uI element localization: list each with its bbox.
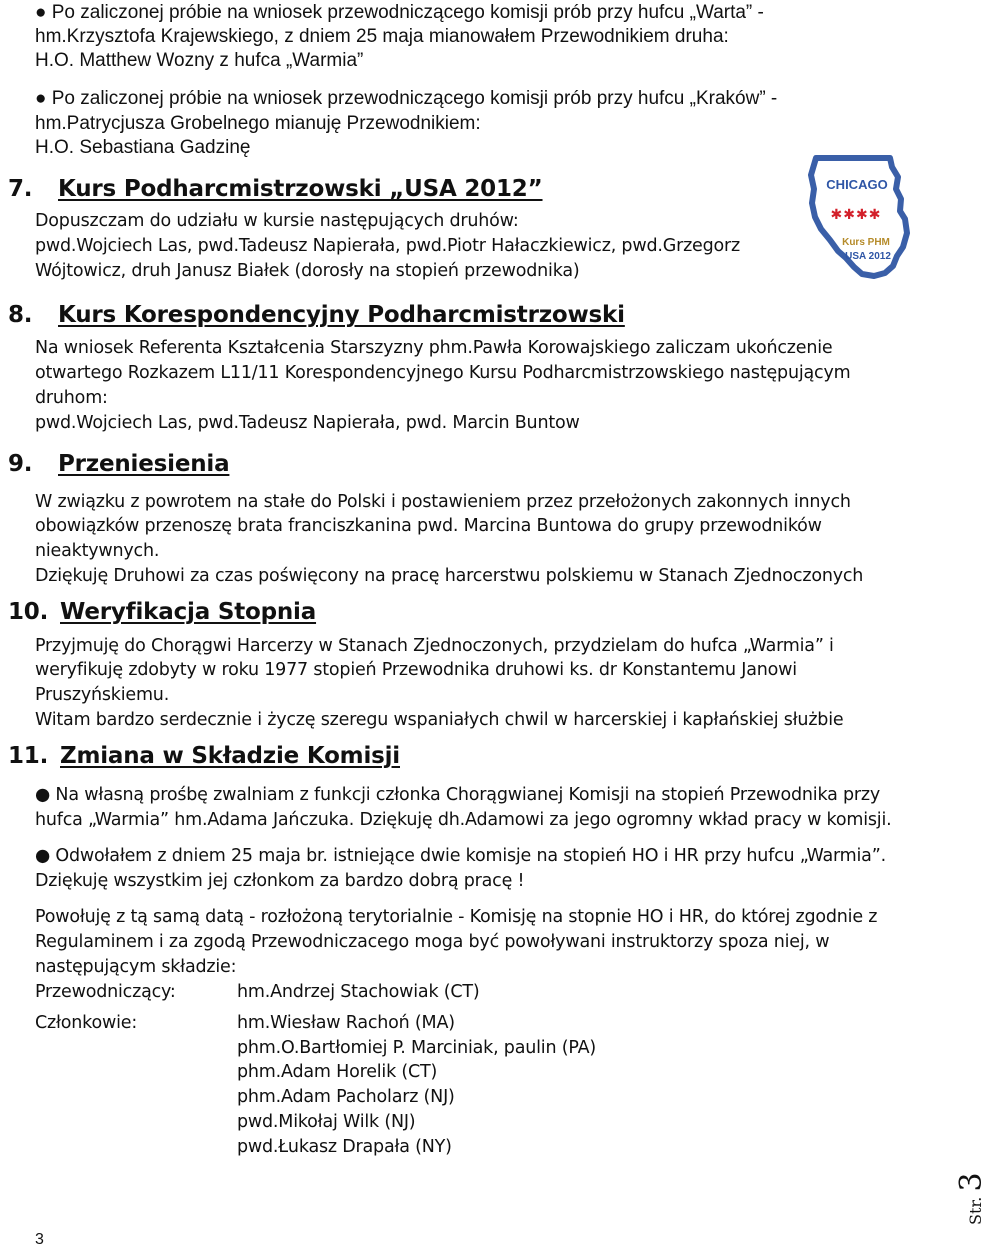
s11-bullet1-line2: hufca „Warmia” hm.Adama Jańczuka. Dziękuję dh.Adamowi za jego ogromny wkład pracy w komisji.	[35, 810, 892, 830]
section-title: Kurs Podharcmistrzowski „USA 2012”	[58, 176, 543, 202]
s8-line2: otwartego Rozkazem L11/11 Korespondencyjnego Kursu Podharcmistrzowskiego następującym	[35, 363, 851, 383]
member-item: pwd.Mikołaj Wilk (NJ)	[237, 1112, 416, 1132]
section-9-heading	[8, 451, 229, 477]
badge-top-text: CHICAGO	[826, 177, 888, 192]
s9-line1: W związku z powrotem na stałe do Polski i postawieniem przez przełożonych zakonnych innych	[35, 492, 851, 512]
chair-label: Przewodniczący:	[35, 982, 176, 1002]
page-number: 3	[35, 1231, 44, 1248]
member-item: phm.O.Bartłomiej P. Marciniak, paulin (PA)	[237, 1038, 596, 1058]
s7-line1: Dopuszczam do udziału w kursie następujących druhów:	[35, 211, 519, 231]
section-number: 7.	[8, 176, 33, 202]
s9-line4: Dziękuję Druhowi za czas poświęcony na pracę harcerstwu polskiemu w Stanach Zjednoczonych	[35, 566, 864, 586]
s10-line1: Przyjmuję do Chorągwi Harcerzy w Stanach Zjednoczonych, przydzielam do hufca „Warmia” i	[35, 636, 834, 656]
s11-para-line3: następującym składzie:	[35, 957, 237, 977]
section-title: Weryfikacja Stopnia	[60, 599, 317, 625]
section-title: Przeniesienia	[58, 451, 230, 477]
badge-stars: ✱✱✱✱	[830, 207, 882, 223]
str-label-number: 3	[954, 1172, 989, 1192]
section-7-heading	[8, 176, 543, 202]
chair-name: hm.Andrzej Stachowiak (CT)	[237, 982, 480, 1002]
s8-line4: pwd.Wojciech Las, pwd.Tadeusz Napierała, pwd. Marcin Buntow	[35, 413, 580, 433]
section-number: 8.	[8, 302, 33, 328]
section-11-heading	[8, 743, 400, 769]
badge-year-text: USA 2012	[845, 251, 891, 262]
s10-line2: weryfikuję zdobyty w roku 1977 stopień Przewodnika druhowi ks. dr Konstantemu Janowi	[35, 660, 797, 680]
intro-p1-line3: H.O. Matthew Wozny z hufca „Warmia”	[35, 50, 364, 71]
s11-bullet1-line1: ● Na własną prośbę zwalniam z funkcji członka Chorągwianej Komisji na stopień Przewodnika przy	[35, 785, 881, 805]
intro-p2-line2: hm.Patrycjusza Grobelnego mianuję Przewodnikiem:	[35, 113, 481, 134]
member-item: phm.Adam Pacholarz (NJ)	[237, 1087, 455, 1107]
member-item: hm.Wiesław Rachoń (MA)	[237, 1013, 455, 1033]
course-badge-logo	[808, 155, 912, 277]
page-label-rotated	[928, 1155, 989, 1225]
badge-course-text: Kurs PHM	[842, 237, 890, 248]
s11-bullet2-line1: ● Odwołałem z dniem 25 maja br. istniejące dwie komisje na stopień HO i HR przy hufcu „Warmia”.	[35, 846, 886, 866]
s8-line1: Na wniosek Referenta Kształcenia Starszyzny phm.Pawła Korowajskiego zaliczam ukończenie	[35, 338, 833, 358]
s10-line4: Witam bardzo serdecznie i życzę szeregu wspaniałych chwil w harcerskiej i kapłańskiej służbie	[35, 710, 844, 730]
section-number: 11.	[8, 743, 49, 769]
section-8-heading	[8, 302, 625, 328]
s7-line2: pwd.Wojciech Las, pwd.Tadeusz Napierała, pwd.Piotr Hałaczkiewicz, pwd.Grzegorz	[35, 236, 741, 256]
s9-line2: obowiązków przenoszę brata franciszkanina pwd. Marcina Buntowa do grupy przewodników	[35, 516, 822, 536]
intro-p2-line3: H.O. Sebastiana Gadzinę	[35, 137, 251, 158]
s9-line3: nieaktywnych.	[35, 541, 160, 561]
str-label-text: Str.	[966, 1196, 985, 1225]
s7-line3: Wójtowicz, druh Janusz Białek (dorosły na stopień przewodnika)	[35, 261, 580, 281]
intro-p2-line1: ● Po zaliczonej próbie na wniosek przewodniczącego komisji prób przy hufcu „Kraków” -	[35, 88, 778, 109]
section-number: 10.	[8, 599, 49, 625]
section-title: Zmiana w Składzie Komisji	[60, 743, 400, 769]
member-item: pwd.Łukasz Drapała (NY)	[237, 1137, 452, 1157]
intro-p1-line2: hm.Krzysztofa Krajewskiego, z dniem 25 maja mianowałem Przewodnikiem druha:	[35, 26, 729, 47]
members-label: Członkowie:	[35, 1013, 138, 1033]
s11-para-line1: Powołuję z tą samą datą - rozłożoną terytorialnie - Komisję na stopnie HO i HR, do której zgodnie z	[35, 907, 878, 927]
s11-para-line2: Regulaminem i za zgodą Przewodniczacego moga być powoływani instruktorzy spoza niej, w	[35, 932, 830, 952]
intro-p1-line1: ● Po zaliczonej próbie na wniosek przewodniczącego komisji prób przy hufcu „Warta” -	[35, 2, 764, 23]
s11-bullet2-line2: Dziękuję wszystkim jej członkom za bardzo dobrą pracę !	[35, 871, 525, 891]
s8-line3: druhom:	[35, 388, 108, 408]
member-item: phm.Adam Horelik (CT)	[237, 1062, 438, 1082]
s10-line3: Pruszyńskiemu.	[35, 685, 170, 705]
section-number: 9.	[8, 451, 33, 477]
section-title: Kurs Korespondencyjny Podharcmistrzowski	[58, 302, 625, 328]
section-10-heading	[8, 599, 316, 625]
